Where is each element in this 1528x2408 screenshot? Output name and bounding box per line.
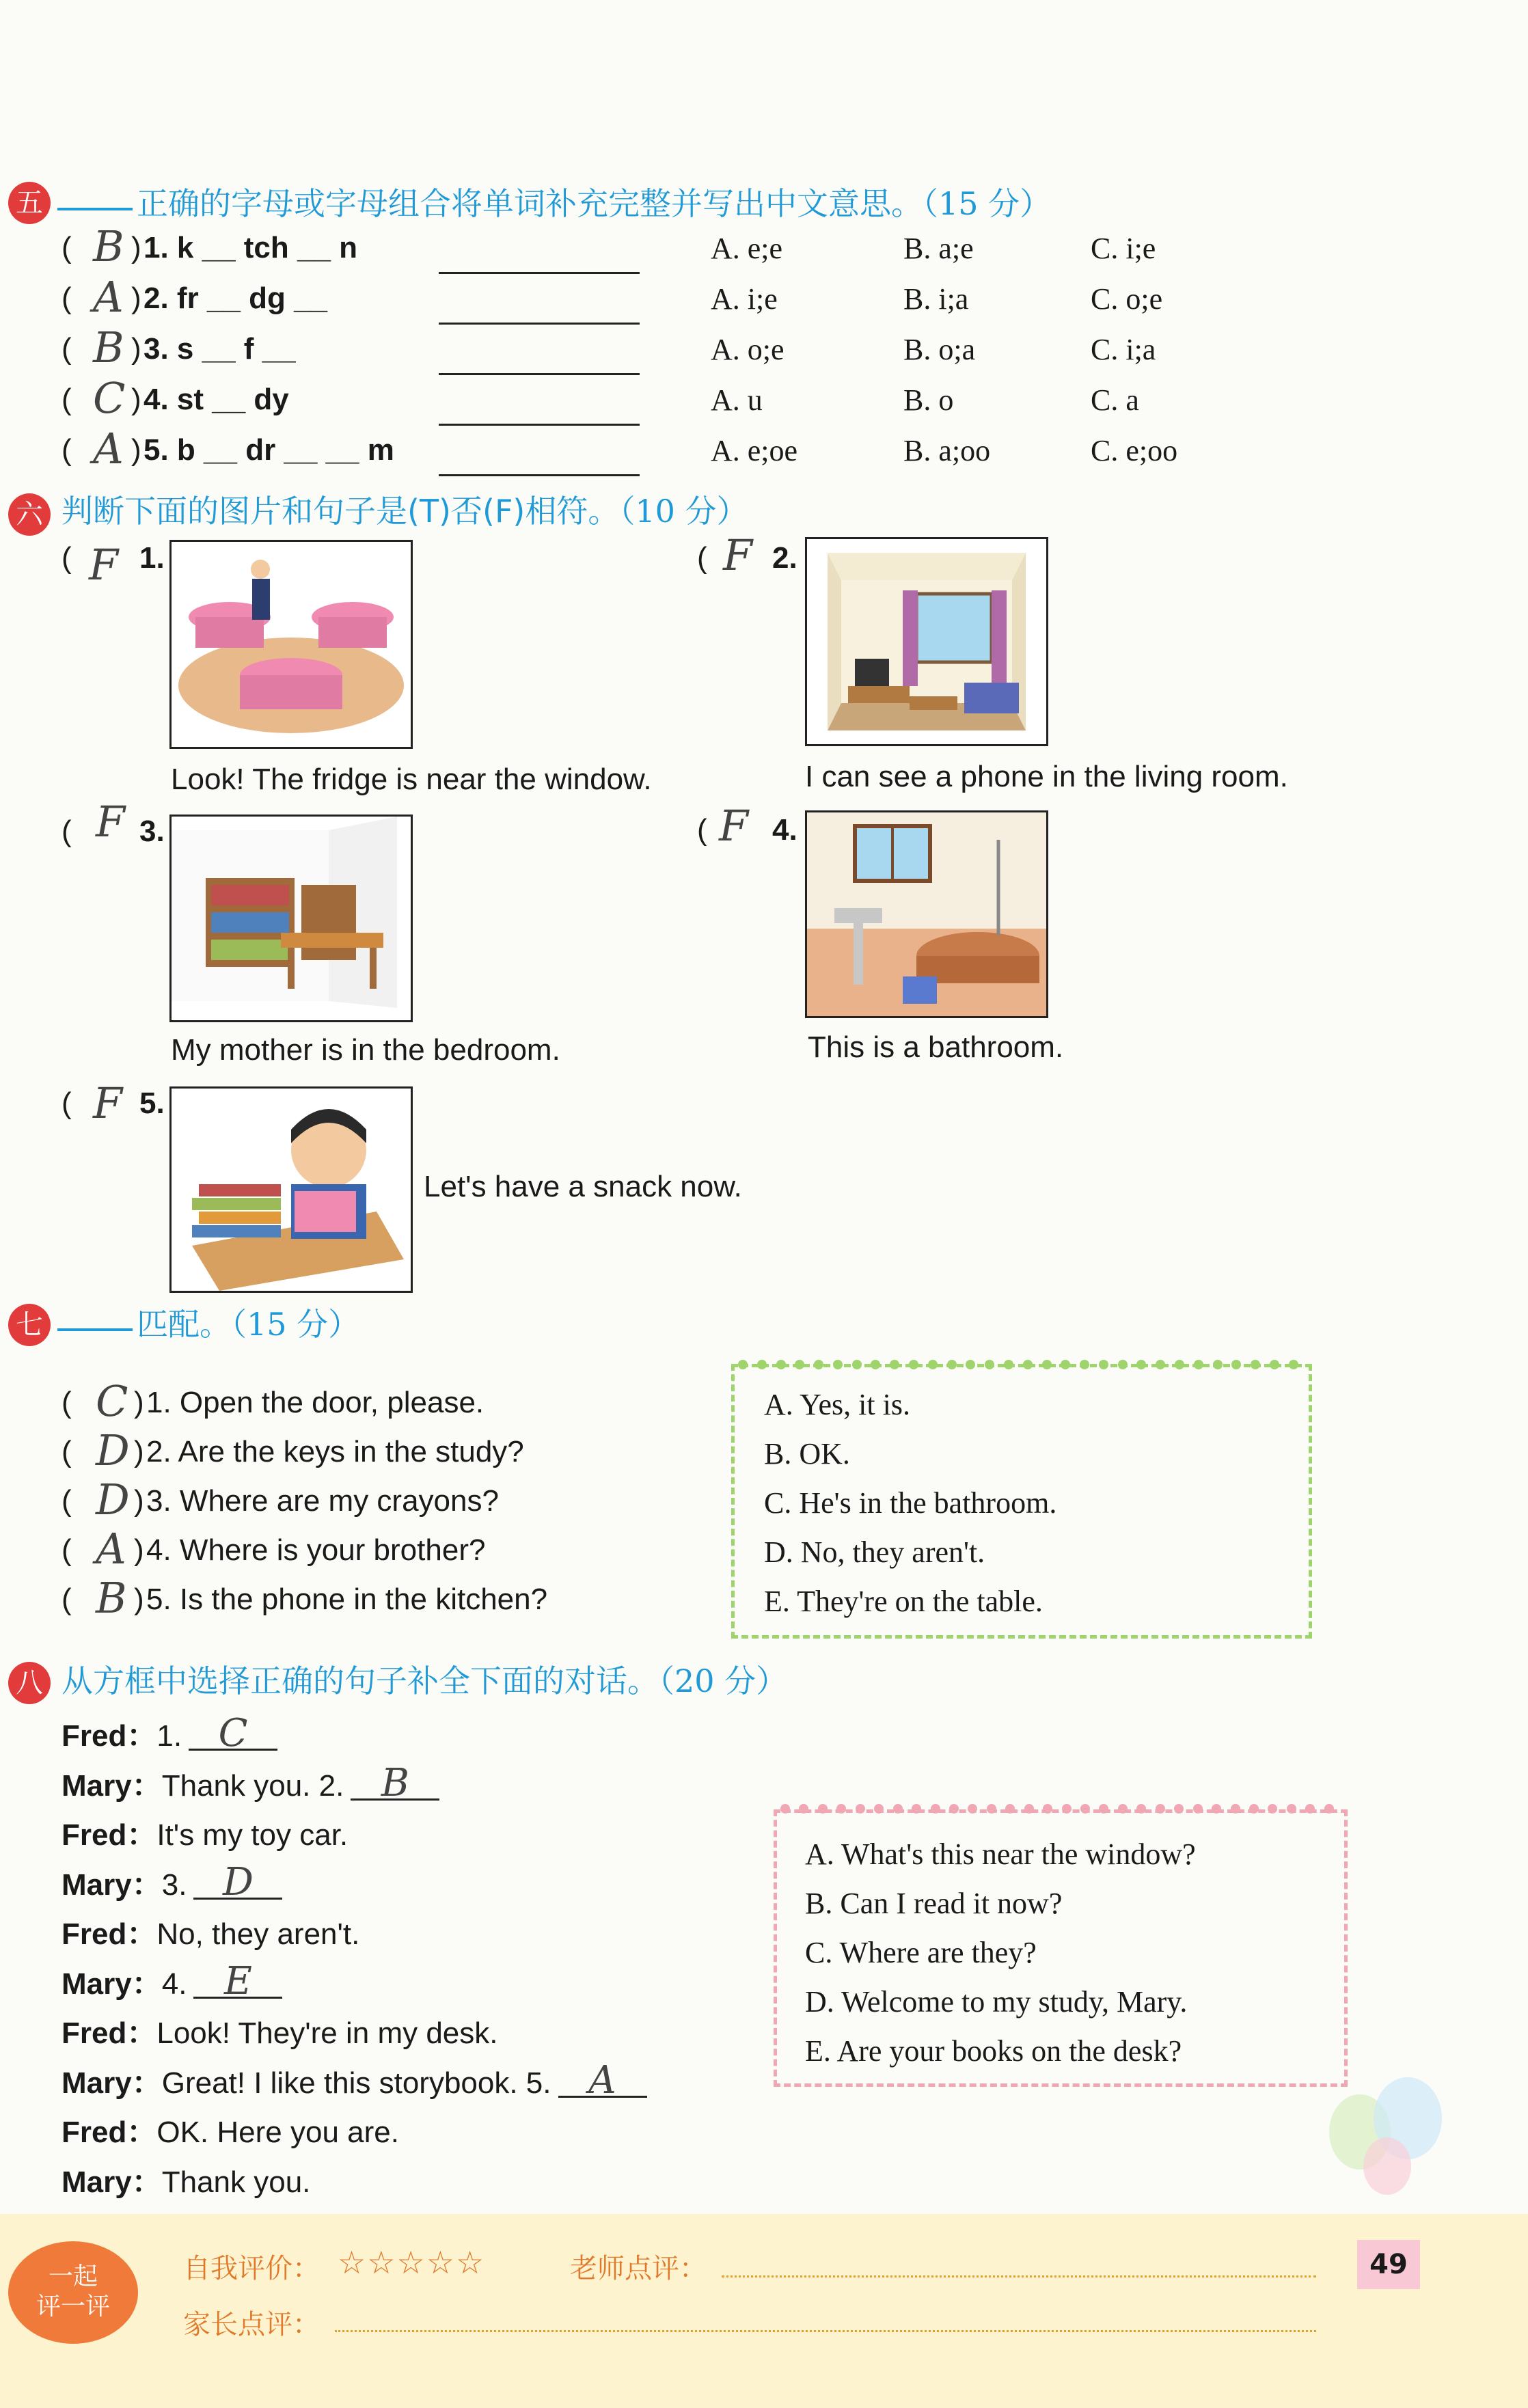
q6-2-caption: I can see a phone in the living room. bbox=[805, 760, 1288, 793]
evaluation-badge-line2: 评一评 bbox=[36, 2293, 110, 2321]
q5-paren: ( bbox=[62, 332, 72, 366]
q6-1-answer: F bbox=[89, 540, 119, 590]
q6-1-caption: Look! The fridge is near the window. bbox=[171, 763, 652, 796]
section-6-title bbox=[62, 487, 748, 532]
q6-1-num: 1. bbox=[139, 541, 165, 575]
q5-paren-close: ) bbox=[131, 282, 141, 315]
section-8-points: （20 分） bbox=[659, 1663, 788, 1699]
study-illustration bbox=[172, 817, 411, 1020]
bathroom-illustration bbox=[807, 812, 1046, 1016]
dialog-line bbox=[62, 1909, 359, 1953]
dialog-answer-blank[interactable]: C bbox=[189, 1719, 277, 1751]
dialog-line bbox=[62, 2157, 310, 2201]
dialog-speaker: Mary： bbox=[62, 2066, 162, 2100]
section-5-title-text: 正确的字母或字母组合将单词补充完整并写出中文意思。 bbox=[137, 185, 923, 222]
q6-4-num: 4. bbox=[772, 813, 797, 847]
q6-3-paren: ( bbox=[62, 815, 72, 848]
q5-answer: A bbox=[93, 272, 124, 322]
dialog-text: No, they aren't. bbox=[156, 1917, 360, 1951]
q7-paren: ( bbox=[62, 1386, 72, 1419]
section-6-points: （10 分） bbox=[619, 493, 748, 530]
dialog-answer-blank[interactable]: E bbox=[193, 1967, 282, 1999]
q7-paren: ( bbox=[62, 1583, 72, 1616]
q5-paren: ( bbox=[62, 383, 72, 416]
q7-option: E. They're on the table. bbox=[764, 1585, 1043, 1618]
q7-answer: D bbox=[96, 1475, 130, 1524]
q7-answer: D bbox=[96, 1425, 130, 1475]
q8-option: A. What's this near the window? bbox=[805, 1837, 1196, 1871]
dialog-text: Thank you. 2. bbox=[161, 1768, 344, 1803]
section-7-title-text: 匹配。 bbox=[137, 1306, 231, 1343]
q5-option-c: C. i;a bbox=[1091, 333, 1156, 366]
page-number: 49 bbox=[1357, 2240, 1420, 2289]
q5-paren: ( bbox=[62, 231, 72, 264]
living-room-illustration bbox=[807, 539, 1046, 744]
q6-2-answer: F bbox=[723, 530, 753, 580]
evaluation-badge-line1: 一起 bbox=[48, 2262, 98, 2290]
section-8-title bbox=[62, 1656, 787, 1701]
q5-option-b: B. a;oo bbox=[903, 434, 991, 467]
q5-option-b: B. o;a bbox=[903, 333, 976, 366]
dialog-text: 1. bbox=[156, 1719, 182, 1753]
evaluation-badge bbox=[8, 2241, 138, 2344]
picture-study-bookshelves bbox=[169, 815, 413, 1022]
dialog-line bbox=[62, 1860, 282, 1904]
dialog-text: 3. bbox=[161, 1867, 187, 1902]
balloon-decoration bbox=[1319, 2077, 1456, 2214]
section-8-title-text: 从方框中选择正确的句子补全下面的对话。 bbox=[62, 1663, 659, 1699]
teacher-comment-label: 老师点评： bbox=[570, 2253, 707, 2284]
dialog-text: Look! They're in my desk. bbox=[156, 2016, 498, 2050]
q8-option: C. Where are they? bbox=[805, 1936, 1037, 1969]
dialog-line bbox=[62, 1711, 277, 1755]
dialog-speaker: Fred： bbox=[62, 1719, 157, 1753]
section-7-decor-line bbox=[57, 1328, 133, 1331]
q5-word: 4. st __ dy bbox=[144, 383, 289, 416]
q5-answer: C bbox=[93, 373, 126, 423]
section-5-title bbox=[137, 179, 1051, 224]
q5-paren-close: ) bbox=[131, 433, 141, 467]
self-eval-stars[interactable]: ☆☆☆☆☆ bbox=[338, 2244, 486, 2281]
dialog-line bbox=[62, 2058, 647, 2102]
q7-paren-close: ) bbox=[134, 1583, 144, 1616]
q8-option: D. Welcome to my study, Mary. bbox=[805, 1985, 1188, 2019]
q5-paren-close: ) bbox=[131, 231, 141, 264]
parent-comment-label: 家长点评： bbox=[183, 2309, 320, 2340]
dialog-answer-blank[interactable]: D bbox=[193, 1867, 282, 1900]
q5-option-b: B. o bbox=[903, 383, 954, 417]
q7-answer: B bbox=[96, 1573, 127, 1623]
dialog-line bbox=[62, 1810, 348, 1854]
dialog-speaker: Fred： bbox=[62, 1917, 157, 1951]
q7-paren-close: ) bbox=[134, 1386, 144, 1419]
q5-option-c: C. e;oo bbox=[1091, 434, 1178, 467]
dialog-answer-blank[interactable]: A bbox=[558, 2066, 647, 2098]
q6-5-caption: Let's have a snack now. bbox=[424, 1170, 742, 1203]
dialog-line bbox=[62, 1761, 439, 1805]
dialog-speaker: Fred： bbox=[62, 2116, 157, 2149]
q6-5-paren: ( bbox=[62, 1086, 72, 1120]
q6-2-paren: ( bbox=[697, 541, 707, 575]
q7-option: D. No, they aren't. bbox=[764, 1535, 985, 1569]
q5-word: 5. b __ dr __ __ m bbox=[144, 433, 394, 467]
q7-option: C. He's in the bathroom. bbox=[764, 1486, 1057, 1520]
q7-answer: A bbox=[96, 1524, 126, 1574]
dialog-text: OK. Here you are. bbox=[156, 2116, 399, 2149]
teacher-comment-line[interactable] bbox=[722, 2275, 1316, 2277]
q5-option-c: C. a bbox=[1091, 383, 1139, 417]
self-eval-label: 自我评价： bbox=[183, 2253, 320, 2284]
parent-comment-line[interactable] bbox=[335, 2330, 1316, 2332]
q5-meaning-blank[interactable] bbox=[439, 373, 640, 375]
q5-meaning-blank[interactable] bbox=[439, 424, 640, 426]
q7-question: 1. Open the door, please. bbox=[146, 1386, 485, 1419]
q6-3-answer: F bbox=[96, 797, 126, 847]
q5-paren-close: ) bbox=[131, 332, 141, 366]
q6-5-num: 5. bbox=[139, 1086, 165, 1120]
dialog-text: 4. bbox=[161, 1967, 187, 2001]
q6-4-caption: This is a bathroom. bbox=[808, 1030, 1064, 1064]
q7-question: 2. Are the keys in the study? bbox=[146, 1435, 524, 1468]
q5-answer: B bbox=[93, 323, 124, 372]
q5-word: 3. s __ f __ bbox=[144, 332, 296, 366]
section-7-points: （15 分） bbox=[231, 1306, 360, 1343]
q5-option-c: C. i;e bbox=[1091, 232, 1156, 265]
dialog-speaker: Mary： bbox=[62, 1867, 162, 1902]
q5-option-a: A. u bbox=[711, 383, 763, 417]
section-6-title-text: 判断下面的图片和句子是(T)否(F)相符。 bbox=[62, 493, 620, 530]
q5-answer: A bbox=[93, 424, 124, 474]
restaurant-illustration bbox=[172, 542, 411, 747]
picture-bathroom bbox=[805, 810, 1048, 1018]
q6-5-answer: F bbox=[93, 1078, 123, 1128]
q7-question: 5. Is the phone in the kitchen? bbox=[146, 1583, 548, 1616]
q5-word: 1. k __ tch __ n bbox=[144, 231, 358, 264]
q8-option: E. Are your books on the desk? bbox=[805, 2034, 1182, 2068]
section-5-decor-line bbox=[57, 208, 133, 210]
q7-option: A. Yes, it is. bbox=[764, 1388, 910, 1421]
q5-word: 2. fr __ dg __ bbox=[144, 282, 328, 315]
section-6-badge: 六 bbox=[8, 493, 51, 536]
q5-option-b: B. a;e bbox=[903, 232, 974, 265]
q5-option-a: A. e;oe bbox=[711, 434, 798, 467]
section-5-badge: 五 bbox=[8, 182, 51, 224]
picture-restaurant bbox=[169, 540, 413, 749]
dialog-text: Thank you. bbox=[161, 2165, 311, 2199]
q7-paren-close: ) bbox=[134, 1533, 144, 1567]
dialog-line bbox=[62, 2107, 399, 2151]
q7-question: 4. Where is your brother? bbox=[146, 1533, 486, 1567]
dialog-speaker: Mary： bbox=[62, 1967, 162, 2001]
q5-paren-close: ) bbox=[131, 383, 141, 416]
q6-3-caption: My mother is in the bedroom. bbox=[171, 1033, 560, 1067]
dialog-line bbox=[62, 2008, 498, 2052]
dialog-answer-blank[interactable]: B bbox=[351, 1768, 439, 1801]
q7-answer: C bbox=[96, 1376, 128, 1426]
q5-paren: ( bbox=[62, 433, 72, 467]
dialog-speaker: Fred： bbox=[62, 2016, 157, 2050]
q5-answer: B bbox=[93, 221, 124, 271]
q5-option-c: C. o;e bbox=[1091, 282, 1163, 316]
q5-option-a: A. e;e bbox=[711, 232, 783, 265]
dialog-speaker: Mary： bbox=[62, 2165, 162, 2199]
dialog-text: It's my toy car. bbox=[156, 1818, 349, 1852]
q6-3-num: 3. bbox=[139, 815, 165, 848]
section-7-title bbox=[137, 1300, 359, 1345]
q5-option-a: A. i;e bbox=[711, 282, 778, 316]
dialog-line bbox=[62, 1959, 282, 2003]
dialog-speaker: Fred： bbox=[62, 1818, 157, 1852]
q5-meaning-blank[interactable] bbox=[439, 323, 640, 325]
q6-1-paren: ( bbox=[62, 541, 72, 575]
q6-2-num: 2. bbox=[772, 541, 797, 575]
q7-paren-close: ) bbox=[134, 1435, 144, 1468]
q5-meaning-blank[interactable] bbox=[439, 272, 640, 274]
q7-paren-close: ) bbox=[134, 1484, 144, 1518]
dialog-speaker: Mary： bbox=[62, 1768, 162, 1803]
dialog-text: Great! I like this storybook. 5. bbox=[161, 2066, 551, 2100]
boy-reading-illustration bbox=[172, 1089, 411, 1291]
q7-option: B. OK. bbox=[764, 1437, 850, 1470]
q5-paren: ( bbox=[62, 282, 72, 315]
section-7-badge: 七 bbox=[8, 1304, 51, 1346]
section-8-badge: 八 bbox=[8, 1662, 51, 1704]
q6-4-answer: F bbox=[719, 801, 749, 851]
q5-option-a: A. o;e bbox=[711, 333, 785, 366]
q7-paren: ( bbox=[62, 1533, 72, 1567]
picture-living-room bbox=[805, 537, 1048, 746]
q5-option-b: B. i;a bbox=[903, 282, 969, 316]
q5-meaning-blank[interactable] bbox=[439, 474, 640, 476]
q7-paren: ( bbox=[62, 1484, 72, 1518]
q7-question: 3. Where are my crayons? bbox=[146, 1484, 499, 1518]
picture-boy-reading bbox=[169, 1086, 413, 1293]
q6-4-paren: ( bbox=[697, 813, 707, 847]
q7-paren: ( bbox=[62, 1435, 72, 1468]
q8-option: B. Can I read it now? bbox=[805, 1887, 1063, 1920]
section-5-points: （15 分） bbox=[923, 185, 1052, 222]
